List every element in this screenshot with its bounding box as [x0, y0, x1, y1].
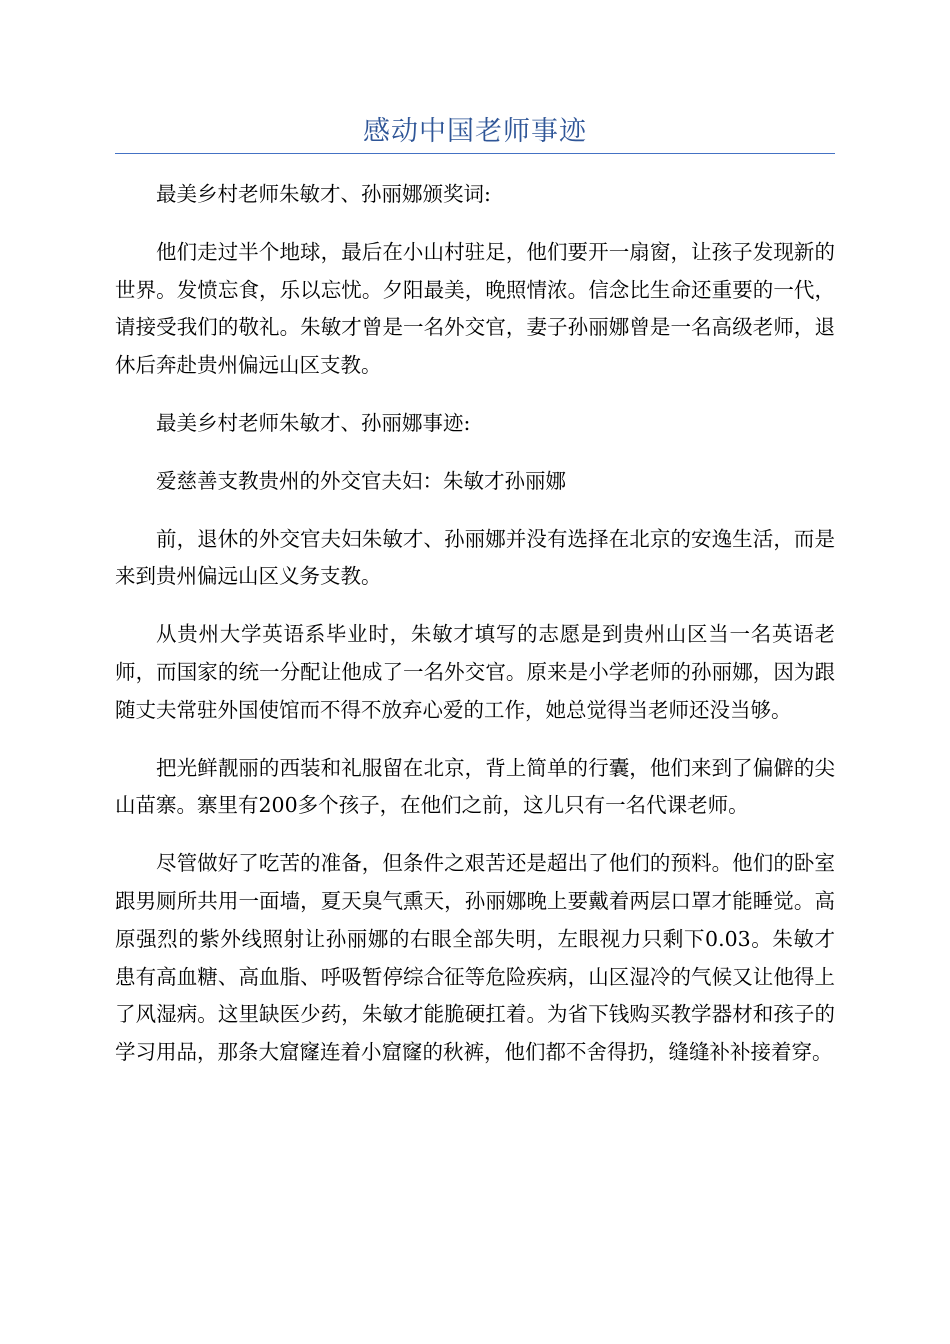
paragraph-award-text: 他们走过半个地球，最后在小山村驻足，他们要开一扇窗，让孩子发现新的世界。发愤忘食，乐以忘忧。夕阳最美，晚照情浓。信念比生命还重要的一代，请接受我们的敬礼。朱敏才曾是一名外交官，妻子孙丽娜曾是一名高级老师，退休后奔赴贵州偏远山区支教。 — [115, 239, 835, 378]
paragraph-subtitle: 爱慈善支教贵州的外交官夫妇：朱敏才孙丽娜 — [156, 468, 566, 493]
title-block — [115, 112, 835, 152]
page-title: 感动中国老师事迹 — [363, 116, 587, 147]
paragraph-retirement: 前，退休的外交官夫妇朱敏才、孙丽娜并没有选择在北京的安逸生活，而是来到贵州偏远山区义务支教。 — [115, 526, 835, 589]
paragraph-award-heading: 最美乡村老师朱敏才、孙丽娜颁奖词: — [156, 182, 491, 206]
paragraph-arrival: 把光鲜靓丽的西装和礼服留在北京，背上简单的行囊，他们来到了偏僻的尖山苗寨。寨里有200多个孩子，在他们之前，这儿只有一名代课老师。 — [115, 755, 835, 818]
title-underline — [115, 153, 835, 154]
paragraph-deeds-heading: 最美乡村老师朱敏才、孙丽娜事迹: — [156, 410, 471, 435]
paragraph-hardship: 尽管做好了吃苦的准备，但条件之艰苦还是超出了他们的预料。他们的卧室跟男厕所共用一面墙，夏天臭气熏天，孙丽娜晚上要戴着两层口罩才能睡觉。高原强烈的紫外线照射让孙丽娜的右眼全部失明，左眼视力只剩下0.03。朱敏才患有高血糖、高血脂、呼吸暂停综合征等危险疾病，山区湿冷的气候又让他得上了风湿病。这里缺医少药，朱敏才能脆硬扛着。为省下钱购买教学器材和孩子的学习用品，那条大窟窿连着小窟窿的秋裤，他们都不舍得扔，缝缝补补接着穿。 — [115, 851, 835, 1065]
paragraph-background: 从贵州大学英语系毕业时，朱敏才填写的志愿是到贵州山区当一名英语老师，而国家的统一分配让他成了一名外交官。原来是小学老师的孙丽娜，因为跟随丈夫常驻外国使馆而不得不放弃心爱的工作，她总觉得当老师还没当够。 — [115, 622, 835, 722]
document-body — [115, 176, 835, 1092]
